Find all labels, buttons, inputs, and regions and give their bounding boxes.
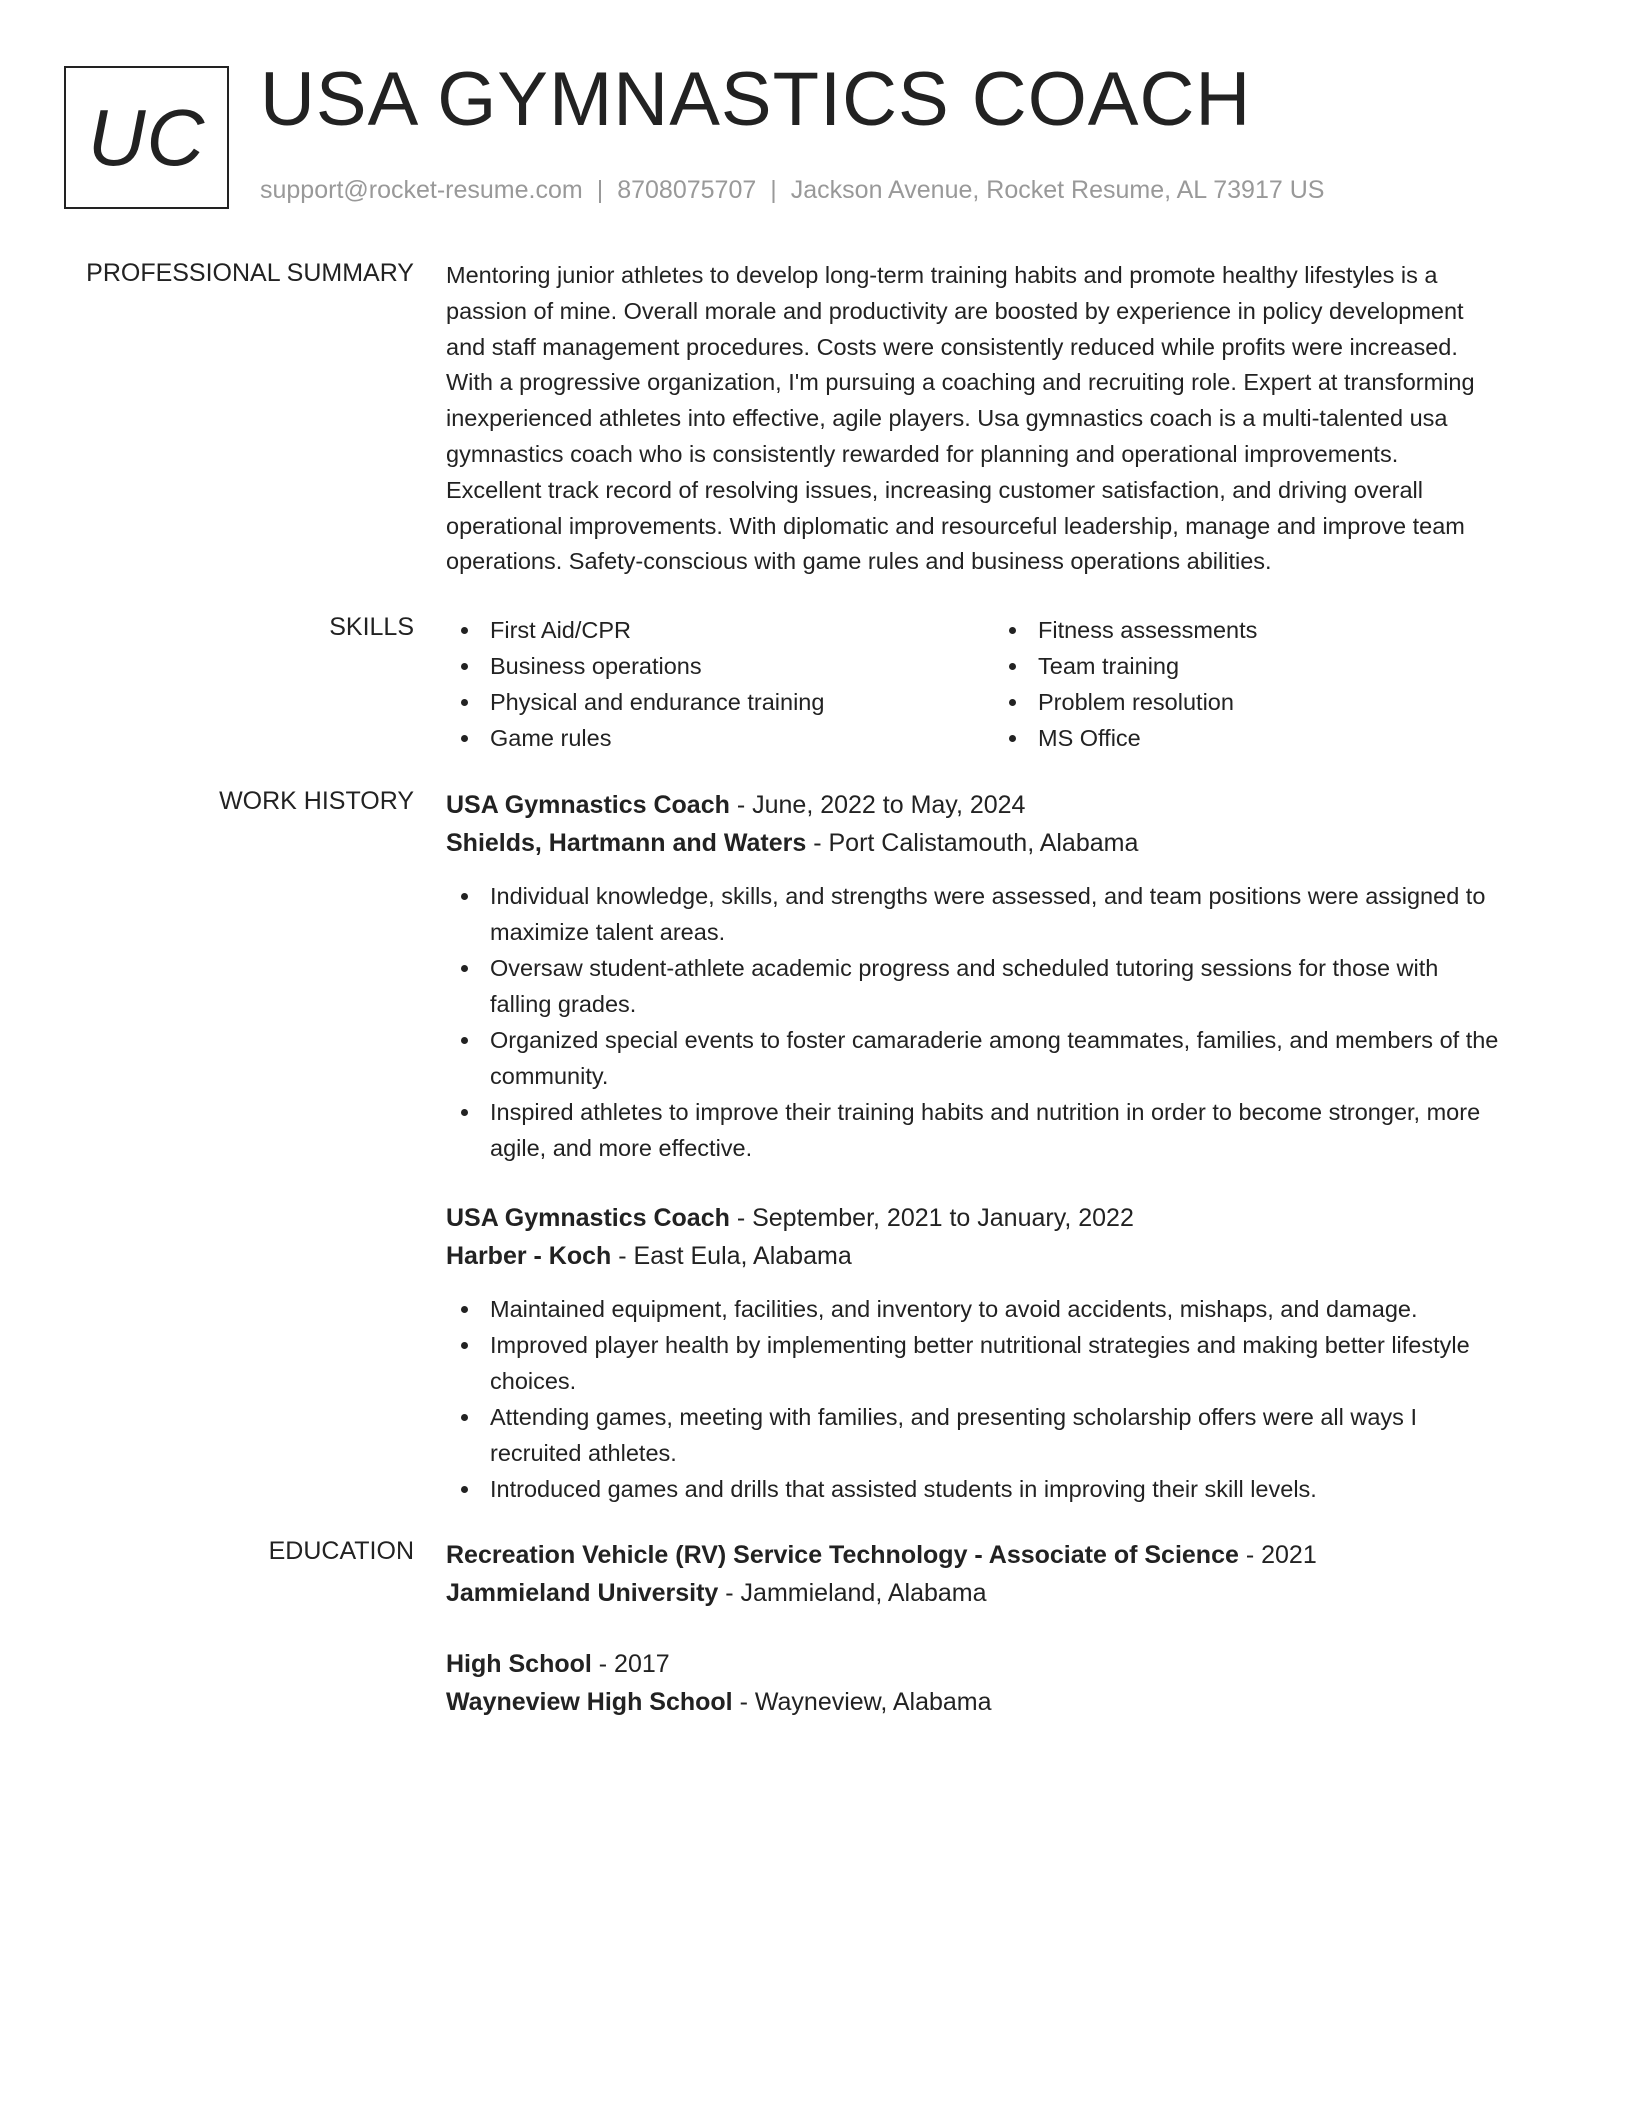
summary-line: Mentoring junior athletes to develop long-term training habits and promote healthy lifestyles is a xyxy=(446,262,1438,288)
skill-item: Game rules xyxy=(446,720,994,756)
skill-item: MS Office xyxy=(994,720,1542,756)
job-entry xyxy=(446,1199,1556,1507)
summary-text xyxy=(446,258,1556,580)
skill-item: Team training xyxy=(994,648,1542,684)
job-bullets xyxy=(446,878,1556,1166)
skills-column-left xyxy=(446,612,994,756)
education-entry xyxy=(446,1645,1556,1721)
school-location: - Jammieland, Alabama xyxy=(718,1579,987,1607)
summary-line: operational improvements. With diplomatic and resourceful leadership, manage and improve team xyxy=(446,512,1465,539)
summary-line: gymnastics coach who is consistently rewarded for planning and operational improvements. xyxy=(446,440,1399,467)
job-bullet xyxy=(446,950,1556,1022)
job-bullet xyxy=(446,1022,1556,1094)
job-bullet xyxy=(446,1471,1556,1507)
contact-separator: | xyxy=(770,176,777,204)
bullet-line: Organized special events to foster camaraderie among teammates, families, and members of the xyxy=(490,1027,1499,1053)
summary-line: passion of mine. Overall morale and productivity are boosted by experience in policy development xyxy=(446,297,1464,324)
skill-item: First Aid/CPR xyxy=(446,612,994,648)
education-entry xyxy=(446,1536,1556,1612)
bullet-line: recruited athletes. xyxy=(490,1440,677,1466)
section-heading-summary: PROFESSIONAL SUMMARY xyxy=(86,259,414,287)
bullet-line: Individual knowledge, skills, and strengths were assessed, and team positions were assigned to xyxy=(490,883,1486,909)
job-location: - East Eula, Alabama xyxy=(611,1242,852,1270)
bullet-line: Attending games, meeting with families, and presenting scholarship offers were all ways I xyxy=(490,1404,1417,1430)
monogram-badge xyxy=(64,66,229,209)
job-bullets xyxy=(446,1291,1556,1507)
candidate-name: USA GYMNASTICS COACH xyxy=(260,57,1252,142)
job-bullet xyxy=(446,1094,1556,1166)
skills-column-right xyxy=(994,612,1542,756)
bullet-line: Maintained equipment, facilities, and inventory to avoid accidents, mishaps, and damage. xyxy=(490,1296,1418,1322)
summary-line: With a progressive organization, I'm pursuing a coaching and recruiting role. Expert at transforming xyxy=(446,369,1475,396)
job-company: Harber - Koch xyxy=(446,1242,612,1270)
job-company-line xyxy=(446,824,1556,862)
degree-line xyxy=(446,1536,1556,1574)
job-title-line xyxy=(446,786,1556,824)
bullet-line: Improved player health by implementing better nutritional strategies and making better lifestyle xyxy=(490,1332,1470,1358)
contact-separator: | xyxy=(596,176,604,204)
bullet-line: Inspired athletes to improve their training habits and nutrition in order to become stronger, more xyxy=(490,1099,1481,1125)
bullet-line: Introduced games and drills that assisted students in improving their skill levels. xyxy=(490,1476,1317,1502)
job-bullet xyxy=(446,1399,1556,1471)
bullet-line: community. xyxy=(490,1063,609,1089)
graduation-year: - 2017 xyxy=(591,1650,670,1678)
school-name: Jammieland University xyxy=(446,1579,719,1607)
school-line xyxy=(446,1574,1556,1612)
contact-email[interactable]: support@rocket-resume.com xyxy=(260,176,583,204)
bullet-line: falling grades. xyxy=(490,991,637,1017)
section-heading-work-history: WORK HISTORY xyxy=(219,787,414,815)
section-heading-education: EDUCATION xyxy=(268,1537,414,1565)
section-heading-skills: SKILLS xyxy=(329,613,414,641)
monogram-initials: UC xyxy=(87,92,206,182)
job-title: USA Gymnastics Coach xyxy=(446,1204,730,1232)
work-history-entries xyxy=(446,786,1556,1507)
bullet-line: Oversaw student-athlete academic progress and scheduled tutoring sessions for those with xyxy=(490,955,1439,981)
school-line xyxy=(446,1683,1556,1721)
summary-line: inexperienced athletes into effective, agile players. Usa gymnastics coach is a multi-talented usa xyxy=(446,405,1448,432)
job-location: - Port Calistamouth, Alabama xyxy=(806,829,1139,857)
bullet-line: agile, and more effective. xyxy=(490,1135,753,1161)
contact-phone[interactable]: 8708075707 xyxy=(617,176,757,204)
job-bullet xyxy=(446,878,1556,950)
school-location: - Wayneview, Alabama xyxy=(732,1688,992,1716)
skill-item: Fitness assessments xyxy=(994,612,1542,648)
summary-line: and staff management procedures. Costs were consistently reduced while profits were increased. xyxy=(446,333,1458,360)
job-bullet xyxy=(446,1291,1556,1327)
education-entries xyxy=(446,1536,1556,1721)
job-bullet xyxy=(446,1327,1556,1399)
skills-list xyxy=(446,612,1556,756)
job-company-line xyxy=(446,1237,1556,1275)
degree: Recreation Vehicle (RV) Service Technology - Associate of Science xyxy=(446,1541,1239,1569)
contact-address: Jackson Avenue, Rocket Resume, AL 73917 US xyxy=(790,176,1325,204)
contact-line xyxy=(260,175,1324,205)
graduation-year: - 2021 xyxy=(1238,1541,1317,1569)
job-dates: - September, 2021 to January, 2022 xyxy=(729,1204,1134,1232)
job-dates: - June, 2022 to May, 2024 xyxy=(729,791,1026,819)
bullet-line: choices. xyxy=(490,1368,577,1394)
summary-line: operations. Safety-conscious with game rules and business operations abilities. xyxy=(446,548,1272,575)
job-title: USA Gymnastics Coach xyxy=(446,791,730,819)
summary-line: Excellent track record of resolving issues, increasing customer satisfaction, and driving overall xyxy=(446,476,1423,503)
degree-line xyxy=(446,1645,1556,1683)
skill-item: Physical and endurance training xyxy=(446,684,994,720)
skill-item: Business operations xyxy=(446,648,994,684)
school-name: Wayneview High School xyxy=(446,1688,733,1716)
skill-item: Problem resolution xyxy=(994,684,1542,720)
job-title-line xyxy=(446,1199,1556,1237)
job-entry xyxy=(446,786,1556,1166)
degree: High School xyxy=(446,1650,592,1678)
job-company: Shields, Hartmann and Waters xyxy=(446,829,807,857)
bullet-line: maximize talent areas. xyxy=(490,919,726,945)
